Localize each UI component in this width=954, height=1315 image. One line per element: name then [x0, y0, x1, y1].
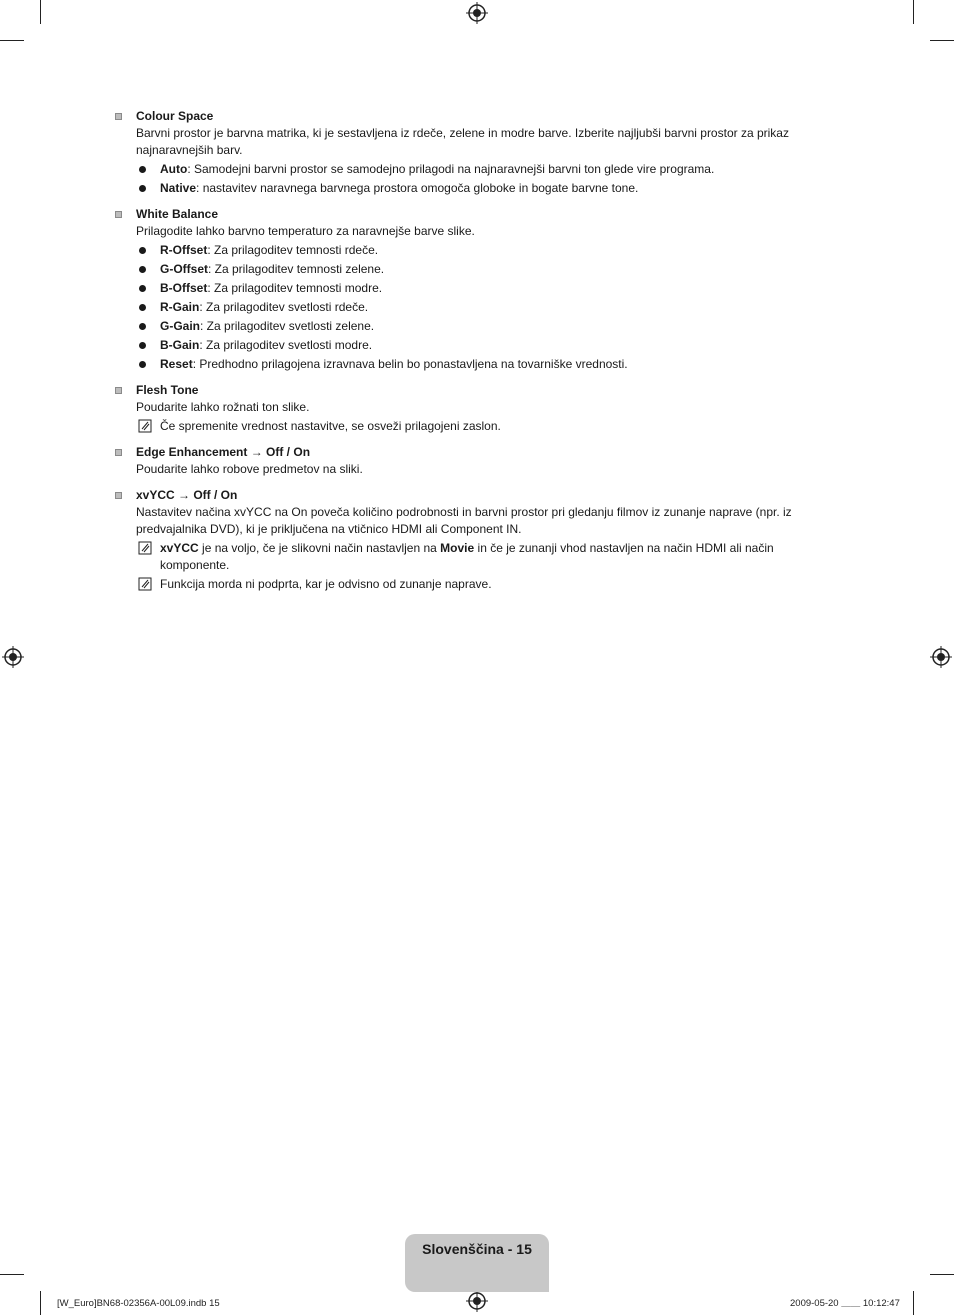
note-text: Funkcija morda ni podprta, kar je odvisno od zunanje naprave.	[160, 577, 492, 591]
section-colour-space	[112, 108, 812, 197]
section-heading	[112, 108, 812, 125]
section-title: xvYCC → Off / On	[136, 488, 238, 502]
main-content	[112, 108, 812, 602]
section-flesh-tone	[112, 382, 812, 435]
bullet-dot-icon	[139, 166, 146, 173]
registration-mark-icon	[2, 646, 24, 668]
option-text: : Predhodno prilagojena izravnava belin bo ponastavljena na tovarniške vrednosti.	[192, 357, 628, 371]
square-bullet-icon	[115, 492, 122, 499]
option-term: B-Gain	[160, 338, 200, 352]
note-text: in če je zunanji vhod nastavljen na način HDMI ali način komponente.	[160, 541, 774, 572]
note-icon	[138, 577, 152, 591]
file-imprint: [W_Euro]BN68-02356A-00L09.indb 15	[57, 1298, 220, 1309]
crop-mark	[0, 1274, 24, 1275]
crop-mark	[40, 0, 41, 24]
section-heading	[112, 487, 812, 504]
bullet-dot-icon	[139, 285, 146, 292]
bullet-dot-icon	[139, 266, 146, 273]
page-number-tab	[405, 1234, 549, 1292]
section-description: Barvni prostor je barvna matrika, ki je sestavljena iz rdeče, zelene in modre barve. Izberite najljubši barvni prostor za prikaz najnaravnejših barv.	[136, 126, 789, 157]
registration-mark-icon	[930, 646, 952, 668]
page-label: Slovenščina - 15	[422, 1241, 532, 1257]
bullet-list	[112, 161, 812, 197]
square-bullet-icon	[115, 387, 122, 394]
section-heading	[112, 444, 812, 461]
option-text: : Za prilagoditev temnosti rdeče.	[207, 243, 379, 257]
option-text: : Za prilagoditev svetlosti rdeče.	[199, 300, 369, 314]
option-text: : Za prilagoditev temnosti modre.	[207, 281, 383, 295]
option-term: Reset	[160, 357, 193, 371]
option-text: : Za prilagoditev svetlosti modre.	[199, 338, 373, 352]
section-description: Poudarite lahko robove predmetov na sliki.	[136, 462, 363, 476]
section-title: White Balance	[136, 207, 219, 221]
section-white-balance	[112, 206, 812, 373]
crop-mark	[930, 1274, 954, 1275]
option-term: R-Offset	[160, 243, 208, 257]
square-bullet-icon	[115, 211, 122, 218]
note-icon	[138, 419, 152, 433]
list-item	[136, 161, 812, 178]
section-edge-enhancement	[112, 444, 812, 478]
list-item	[136, 180, 812, 197]
option-term: R-Gain	[160, 300, 200, 314]
section-heading	[112, 382, 812, 399]
date-imprint: 2009-05-20 ＿＿ 10:12:47	[790, 1298, 900, 1309]
registration-mark-icon	[466, 2, 488, 24]
section-description: Nastavitev načina xvYCC na On poveča količino podrobnosti in barvni prostor pri gledanju filmov iz zunanje naprave (npr. iz predvajalnika DVD), ki je priključena na vtičnico HDMI ali Component IN.	[136, 505, 792, 536]
square-bullet-icon	[115, 449, 122, 456]
list-item	[136, 280, 812, 297]
note	[112, 576, 812, 593]
note-icon	[138, 541, 152, 555]
note-text: je na voljo, če je slikovni način nastavljen na	[198, 541, 441, 555]
section-title: Flesh Tone	[136, 383, 199, 397]
list-item	[136, 318, 812, 335]
note	[112, 418, 812, 435]
list-item	[136, 299, 812, 316]
bullet-dot-icon	[139, 304, 146, 311]
note-term: Movie	[440, 541, 475, 555]
registration-mark-icon	[466, 1290, 488, 1312]
bullet-dot-icon	[139, 323, 146, 330]
option-term: G-Offset	[160, 262, 208, 276]
option-term: G-Gain	[160, 319, 201, 333]
crop-mark	[930, 40, 954, 41]
bullet-dot-icon	[139, 247, 146, 254]
section-xvycc	[112, 487, 812, 593]
note-text: Če spremenite vrednost nastavitve, se osveži prilagojeni zaslon.	[160, 419, 501, 433]
option-text: : Za prilagoditev svetlosti zelene.	[200, 319, 375, 333]
option-term: B-Offset	[160, 281, 208, 295]
crop-mark	[0, 40, 24, 41]
option-text: : Za prilagoditev temnosti zelene.	[208, 262, 385, 276]
crop-mark	[40, 1291, 41, 1315]
option-term: Auto	[160, 162, 188, 176]
bullet-dot-icon	[139, 342, 146, 349]
option-term: Native	[160, 181, 197, 195]
bullet-dot-icon	[139, 361, 146, 368]
option-text: : nastavitev naravnega barvnega prostora omogoča globoke in bogate barvne tone.	[196, 181, 639, 195]
crop-mark	[913, 1291, 914, 1315]
crop-mark	[913, 0, 914, 24]
list-item	[136, 261, 812, 278]
section-heading	[112, 206, 812, 223]
list-item	[136, 356, 812, 373]
section-title: Edge Enhancement → Off / On	[136, 445, 311, 459]
section-title: Colour Space	[136, 109, 214, 123]
list-item	[136, 242, 812, 259]
bullet-list	[112, 242, 812, 373]
section-description: Prilagodite lahko barvno temperaturo za naravnejše barve slike.	[136, 224, 475, 238]
note-term: xvYCC	[160, 541, 199, 555]
square-bullet-icon	[115, 113, 122, 120]
option-text: : Samodejni barvni prostor se samodejno prilagodi na najnaravnejši barvni ton glede vire programa.	[187, 162, 715, 176]
section-description: Poudarite lahko rožnati ton slike.	[136, 400, 310, 414]
list-item	[136, 337, 812, 354]
bullet-dot-icon	[139, 185, 146, 192]
note	[112, 540, 812, 574]
